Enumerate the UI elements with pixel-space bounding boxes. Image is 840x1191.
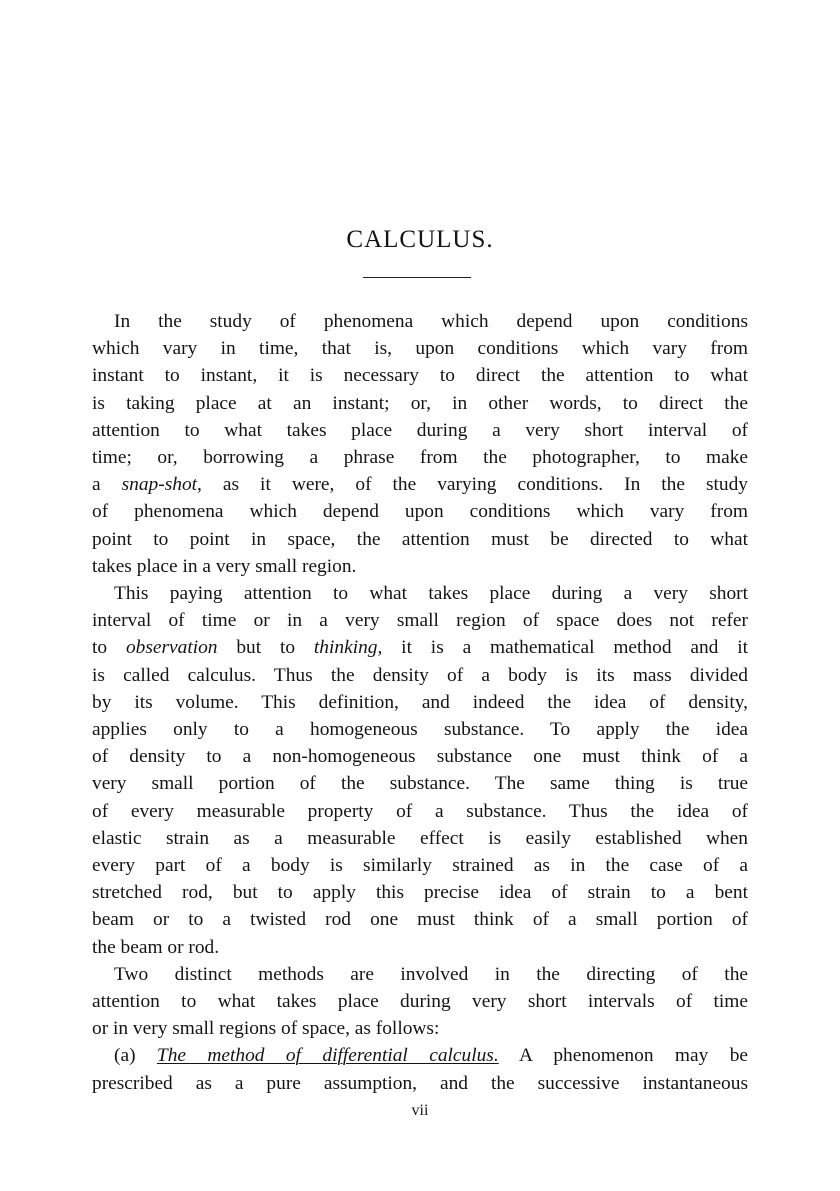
- text-line: This paying attention to what takes place during a very short: [114, 583, 748, 605]
- text-line: In the study of phenomena which depend upon conditions: [114, 311, 748, 332]
- emphasis-thinking: thinking,: [313, 637, 383, 659]
- text-fragment: a: [92, 474, 122, 496]
- emphasis-method-heading: The method of differential calculus.: [156, 1045, 499, 1067]
- text-line: takes place in a very small region.: [92, 555, 357, 577]
- text-line: of phenomena which depend upon conditions which vary from: [92, 501, 748, 523]
- text-line: by its volume. This definition, and indeed the idea of density,: [92, 691, 748, 713]
- text-line: time; or, borrowing a phrase from the photographer, to make: [92, 447, 748, 469]
- text-line: or in very small regions of space, as follows:: [92, 1018, 440, 1040]
- text-line: every part of a body is similarly strained as in the case of a: [92, 855, 748, 877]
- text-fragment: to: [92, 637, 126, 659]
- text-line: attention to what takes place during a very short interval of: [92, 419, 748, 441]
- page-title: CALCULUS.: [346, 226, 494, 253]
- body-text: [92, 308, 748, 1097]
- text-line: applies only to a homogeneous substance. To apply the idea: [92, 719, 748, 741]
- title-rule-divider: [363, 277, 471, 278]
- page-number: vii: [411, 1102, 429, 1119]
- text-line: prescribed as a pure assumption, and the successive instantaneous: [92, 1072, 748, 1094]
- paragraph-3: [92, 961, 748, 1043]
- text-line: is taking place at an instant; or, in other words, to direct the: [92, 392, 748, 414]
- text-fragment: (a): [114, 1045, 157, 1067]
- text-line: beam or to a twisted rod one must think of a small portion of: [92, 909, 748, 931]
- text-line: point to point in space, the attention must be directed to what: [92, 528, 748, 550]
- text-line: interval of time or in a very small region of space does not refer: [92, 610, 748, 632]
- emphasis-observation: observation: [125, 637, 218, 659]
- text-fragment: A phenomenon may be: [498, 1045, 748, 1067]
- text-line: which vary in time, that is, upon conditions which vary from: [92, 338, 748, 360]
- text-fragment: it is a mathematical method and it: [382, 637, 748, 659]
- text-line: is called calculus. Thus the density of a body is its mass divided: [92, 664, 748, 686]
- text-line: Two distinct methods are involved in the directing of the: [114, 963, 748, 985]
- emphasis-snap-shot: snap-shot,: [121, 474, 202, 496]
- text-line: of every measurable property of a substance. Thus the idea of: [92, 800, 748, 822]
- paragraph-2: [92, 580, 748, 961]
- text-line: instant to instant, it is necessary to direct the attention to what: [92, 365, 748, 387]
- text-line: [92, 471, 748, 498]
- paragraph-4: [92, 1042, 748, 1096]
- text-line: very small portion of the substance. The same thing is true: [92, 773, 748, 795]
- text-line: [92, 1042, 748, 1069]
- text-line: [92, 634, 748, 661]
- text-fragment: as it were, of the varying conditions. In the study: [201, 474, 748, 496]
- paragraph-1: [92, 308, 748, 580]
- text-line: stretched rod, but to apply this precise idea of strain to a bent: [92, 882, 748, 904]
- text-line: of density to a non-homogeneous substance one must think of a: [92, 746, 748, 768]
- text-line: attention to what takes place during very short intervals of time: [92, 991, 748, 1013]
- text-line: the beam or rod.: [92, 936, 220, 958]
- text-fragment: but to: [217, 637, 314, 659]
- text-line: elastic strain as a measurable effect is easily established when: [92, 827, 748, 849]
